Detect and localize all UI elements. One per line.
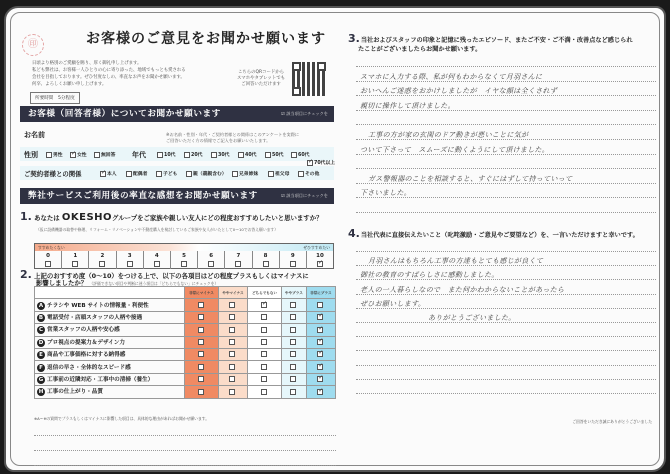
checkbox[interactable] — [229, 339, 235, 345]
gender-option-no-answer[interactable]: 無回答 — [94, 151, 115, 158]
checkbox[interactable] — [229, 302, 235, 308]
checkbox[interactable] — [229, 314, 235, 320]
item-letter-badge: G — [38, 376, 44, 383]
handwritten-text: 工事の方が家の玄関のドア動きが悪いことに気が — [368, 131, 529, 139]
age-option-60s[interactable]: 60代 — [291, 151, 309, 158]
rating-row-a — [35, 299, 336, 311]
checkbox[interactable] — [261, 389, 267, 395]
checkbox[interactable] — [156, 171, 162, 177]
rating-header-row — [35, 287, 336, 299]
checkbox[interactable] — [261, 351, 267, 357]
nps-score-9[interactable] — [280, 251, 307, 269]
seal-stamp-icon: ㊞ — [22, 34, 44, 56]
col-very-negative: 非常にマイナス — [185, 287, 219, 299]
checkbox[interactable] — [198, 351, 204, 357]
age-option-70s-plus[interactable]: ✓70代以上 — [307, 159, 335, 166]
nps-scale — [34, 243, 334, 269]
q1-subtext: （仮に設備機器の取替や修理、リフォーム・リノベーションや不動産購入を検討しているご家族や友人がいたとして0〜10でお答え願います） — [36, 227, 279, 232]
checkbox[interactable] — [45, 261, 51, 267]
checkbox[interactable] — [186, 171, 192, 177]
write-line[interactable] — [356, 212, 656, 213]
brand-name: OKESHO — [61, 212, 113, 223]
q3-heading: 3.当社およびスタッフの印象と記憶に残ったエピソード、またご不安・ご不満・改善点など感じられ たことがございましたらお聞かせ願います。 — [348, 32, 633, 53]
checkbox[interactable] — [290, 389, 296, 395]
rating-row-c — [35, 324, 336, 336]
nps-score-8[interactable] — [253, 251, 280, 269]
handwritten-text: 老人の一人暮らしなので また何かわからないことがあったら — [360, 285, 565, 294]
checkbox[interactable] — [208, 261, 214, 267]
rating-row-g — [35, 373, 336, 385]
relation-option-sibling[interactable]: 兄弟姉妹 — [232, 170, 258, 177]
nps-score-1[interactable] — [62, 251, 89, 269]
time-required-badge: 所要時間 5分程度 — [30, 92, 80, 104]
col-slightly-negative: ややマイナス — [218, 287, 247, 299]
checkbox-checked[interactable] — [317, 389, 323, 395]
col-neutral: どちらでもない — [248, 287, 282, 299]
nps-score-5[interactable] — [171, 251, 198, 269]
nps-score-4[interactable] — [144, 251, 171, 269]
item-letter-badge: H — [38, 389, 44, 396]
relation-option-parent[interactable]: 親（義親含む） — [186, 170, 227, 177]
handwritten-text: ついて下さって スムーズに動くようにして頂けました。 — [360, 145, 550, 154]
checkbox[interactable] — [229, 351, 235, 357]
checkbox-checked[interactable] — [317, 261, 323, 267]
score-label: 1 — [73, 253, 78, 259]
nps-high-label: ぜひすすめたい — [303, 245, 330, 250]
write-line[interactable] — [356, 336, 656, 337]
checkbox-checked[interactable] — [261, 302, 267, 308]
checkbox[interactable] — [261, 314, 267, 320]
col-very-positive: 非常にプラス — [306, 287, 335, 299]
relation-label: ご契約者様との関係 — [24, 170, 82, 178]
checkbox[interactable] — [72, 261, 78, 267]
name-label: お名前 — [24, 131, 45, 139]
impression-section-header: 弊社サービスご利用後の率直な感想をお聞かせ願います ☑ 該当項目にチェックを — [20, 188, 334, 204]
write-line[interactable] — [356, 124, 656, 125]
checkbox[interactable] — [290, 302, 296, 308]
write-line[interactable] — [356, 365, 656, 366]
age-option-40s[interactable]: 40代 — [238, 151, 256, 158]
checkbox[interactable] — [126, 171, 132, 177]
write-line[interactable] — [34, 465, 336, 466]
handwritten-text: ガス警報器のことを相談すると、すぐにはずして持っていって — [368, 174, 573, 183]
checkbox[interactable] — [229, 364, 235, 370]
check-hint: ☑ 該当項目にチェックを — [281, 111, 328, 116]
relation-option-child[interactable]: 子ども — [156, 170, 177, 177]
right-page — [348, 14, 660, 464]
age-option-10s[interactable]: 10代 — [157, 151, 175, 158]
item-label: 工事の仕上がり・品質 — [47, 389, 103, 396]
score-label: 2 — [100, 253, 105, 259]
intro-text: 日頃より格別のご愛顧を賜り、厚く御礼申し上げます。 私ども弊社は、お客様一人ひとりの心に寄り添った、地域でもっとも愛される 会社を目指しております。ぜひ忖度なしの、率直なお声をお聞かせ願います。 何卒、よろしくお願い申し上げます。 — [32, 61, 186, 87]
item-label: 営業スタッフの人柄や安心感 — [47, 327, 120, 334]
checkbox-checked[interactable] — [70, 152, 76, 158]
rating-row-h — [35, 386, 336, 398]
item-letter-badge: D — [38, 339, 44, 346]
checkbox-checked[interactable] — [317, 327, 323, 333]
relation-option-spouse[interactable]: 配偶者 — [126, 170, 147, 177]
checkbox[interactable] — [268, 171, 274, 177]
checkbox[interactable] — [290, 339, 296, 345]
checkbox[interactable] — [198, 302, 204, 308]
q4-heading: 4.当社代表に直接伝えたいこと（叱咤激励・ご意見やご要望など）を、一言いただけますと幸いです。 — [348, 227, 639, 240]
checkbox[interactable] — [198, 389, 204, 395]
nps-score-7[interactable] — [225, 251, 252, 269]
nps-score-2[interactable] — [89, 251, 116, 269]
nps-score-cells — [35, 251, 333, 269]
rating-row-f — [35, 361, 336, 373]
checkbox-checked[interactable] — [317, 364, 323, 370]
gender-option-male[interactable]: 男性 — [46, 151, 63, 158]
checkbox[interactable] — [198, 364, 204, 370]
score-label: 9 — [290, 253, 295, 259]
qr-caption: こちらのQRコードから スマホやタブレットでも ご回答いただけます — [237, 70, 285, 87]
nps-score-0[interactable] — [35, 251, 62, 269]
nps-gradient-bar — [35, 244, 333, 251]
handwritten-text: 月羽さんはもちろん工事の方達もとても感じが良くて — [368, 257, 544, 266]
item-letter-badge: A — [38, 302, 44, 309]
score-label: 7 — [236, 253, 241, 259]
checkbox[interactable] — [181, 261, 187, 267]
write-line[interactable] — [356, 350, 656, 351]
survey-sheet — [4, 6, 666, 472]
write-line[interactable] — [34, 435, 336, 436]
checkbox[interactable] — [229, 376, 235, 382]
page-title: お客様のご意見をお聞かせ願います — [86, 31, 326, 47]
item-label: 電話受付・店頭スタッフの人柄や接遇 — [47, 314, 143, 321]
handwritten-text: ぜひお願いします。 — [360, 299, 426, 308]
write-line[interactable] — [356, 66, 656, 67]
item-label: 返信の早さ・全体的なスピード感 — [47, 364, 131, 371]
checkbox[interactable] — [198, 376, 204, 382]
checkbox-checked[interactable] — [317, 339, 323, 345]
handwritten-text: おいへんご迷惑をおかけしましたが イヤな顔は全くされず — [360, 87, 558, 96]
checkbox[interactable] — [290, 351, 296, 357]
checkbox[interactable] — [290, 314, 296, 320]
age-option-20s[interactable]: 20代 — [184, 151, 202, 158]
qr-code-icon[interactable] — [292, 62, 326, 96]
checkbox[interactable] — [229, 327, 235, 333]
checkbox-checked[interactable] — [100, 171, 106, 177]
checkbox[interactable] — [198, 314, 204, 320]
relation-option-other[interactable]: その他 — [298, 170, 319, 177]
gender-age-row — [20, 147, 334, 161]
checkbox[interactable] — [99, 261, 105, 267]
score-label: 5 — [182, 253, 186, 259]
respondent-section-header: お客様（回答者様）についてお聞かせ願います ☑ 該当項目にチェックを — [20, 106, 334, 122]
checkbox[interactable] — [127, 261, 133, 267]
checkbox[interactable] — [261, 327, 267, 333]
checkbox[interactable] — [46, 152, 52, 158]
relation-option-grandparent[interactable]: 祖父母 — [268, 170, 289, 177]
item-letter-badge: F — [37, 364, 45, 372]
write-line[interactable] — [356, 168, 656, 169]
item-letter-badge: C — [38, 327, 44, 334]
handwritten-text: 親切に操作して頂けました。 — [360, 101, 455, 110]
checkbox[interactable] — [263, 261, 269, 267]
checkbox[interactable] — [157, 152, 163, 158]
nps-score-3[interactable] — [117, 251, 144, 269]
rating-row-b — [35, 311, 336, 323]
checkbox[interactable] — [290, 327, 296, 333]
write-line[interactable] — [356, 379, 656, 380]
thank-you-note: ご回答をいただき誠にありがとうございました — [572, 419, 652, 424]
privacy-note: ※お名前・性別・年代・ご契約者様との関係はこのアンケートを実際に ご回答いただく方の情報でご記入をお願いいたします。 — [166, 132, 300, 143]
checkbox[interactable] — [298, 171, 304, 177]
checkbox[interactable] — [198, 339, 204, 345]
checkbox-checked[interactable] — [317, 351, 323, 357]
item-letter-badge: E — [37, 351, 45, 359]
checkbox[interactable] — [290, 376, 296, 382]
checkbox[interactable] — [211, 152, 217, 158]
nps-score-6[interactable] — [198, 251, 225, 269]
checkbox[interactable] — [261, 364, 267, 370]
score-label: 6 — [209, 253, 214, 259]
score-label: 10 — [316, 253, 324, 259]
score-label: 3 — [127, 253, 132, 259]
handwritten-text: ありがとうございました。 — [428, 314, 516, 322]
age-option-30s[interactable]: 30代 — [211, 151, 229, 158]
item-label: 工事前の近隣対応・工事中の清掃（養生） — [47, 376, 154, 383]
q1-heading: 1. あなたは OKESHOグループをご家族や親しい友人にどの程度おすすめしたいと思いますか？ — [20, 210, 323, 223]
nps-low-label: すすめたくない — [38, 245, 65, 250]
q2-footnote: ※A〜Hの質問でプラスもしくはマイナスに影響した項目は、具体的な理由があればお聞かせ願います。 — [34, 416, 210, 421]
item-label: 商品や工事価格に対する納得感 — [47, 352, 126, 359]
age-option-50s[interactable]: 50代 — [265, 151, 283, 158]
gender-label: 性別 — [24, 151, 38, 159]
checkbox[interactable] — [317, 302, 323, 308]
checkbox-checked[interactable] — [317, 376, 323, 382]
gender-option-female[interactable]: ✓ 女性 — [70, 151, 87, 158]
item-letter-badge: B — [38, 314, 44, 321]
handwritten-text: 御社の教育のすばらしさに感動しました。 — [360, 271, 499, 280]
score-label: 0 — [46, 253, 50, 259]
handwritten-text: 下さいました。 — [360, 189, 412, 198]
checkbox-checked[interactable] — [307, 160, 313, 166]
rating-row-e — [35, 348, 336, 360]
checkbox[interactable] — [184, 152, 190, 158]
write-line[interactable] — [34, 450, 336, 451]
item-label: プロ視点の提案力＆デザイン力 — [47, 339, 125, 346]
score-label: 8 — [263, 253, 268, 259]
write-line[interactable] — [356, 393, 656, 394]
checkbox[interactable] — [238, 152, 244, 158]
checkbox[interactable] — [291, 152, 297, 158]
score-label: 4 — [154, 253, 159, 259]
q2-heading: 2. 上記のおすすめ度（0〜10）をつける上で、以下の各項目はどの程度プラスもしくはマイナスに — [20, 268, 309, 281]
relation-option-self[interactable]: ✓ 本人 — [100, 170, 117, 177]
col-slightly-positive: ややプラス — [282, 287, 307, 299]
checkbox[interactable] — [290, 364, 296, 370]
checkbox[interactable] — [290, 261, 296, 267]
checkbox[interactable] — [198, 327, 204, 333]
handwritten-text: スマホに入力する際、私が何もわからなくて月羽さんに — [360, 72, 543, 81]
item-label: チラシや WEB サイトの情報量・利便性 — [47, 302, 149, 309]
checkbox[interactable] — [261, 376, 267, 382]
checkbox[interactable] — [229, 389, 235, 395]
age-label: 年代 — [132, 151, 146, 159]
checkbox[interactable] — [154, 261, 160, 267]
left-page — [16, 14, 338, 464]
checkbox-checked[interactable] — [317, 314, 323, 320]
checkbox[interactable] — [235, 261, 241, 267]
checkbox[interactable] — [232, 171, 238, 177]
rating-row-d — [35, 336, 336, 348]
checkbox[interactable] — [265, 152, 271, 158]
write-line[interactable] — [356, 251, 656, 252]
check-hint: ☑ 該当項目にチェックを — [281, 193, 328, 198]
rating-table — [34, 286, 336, 399]
nps-score-10[interactable] — [307, 251, 333, 269]
q2-heading-line2: 影響しましたか？ （評価できない項目や判断に迷う項目は「どちらでもない」にチェックを） — [36, 279, 219, 287]
checkbox[interactable] — [94, 152, 100, 158]
checkbox[interactable] — [261, 339, 267, 345]
